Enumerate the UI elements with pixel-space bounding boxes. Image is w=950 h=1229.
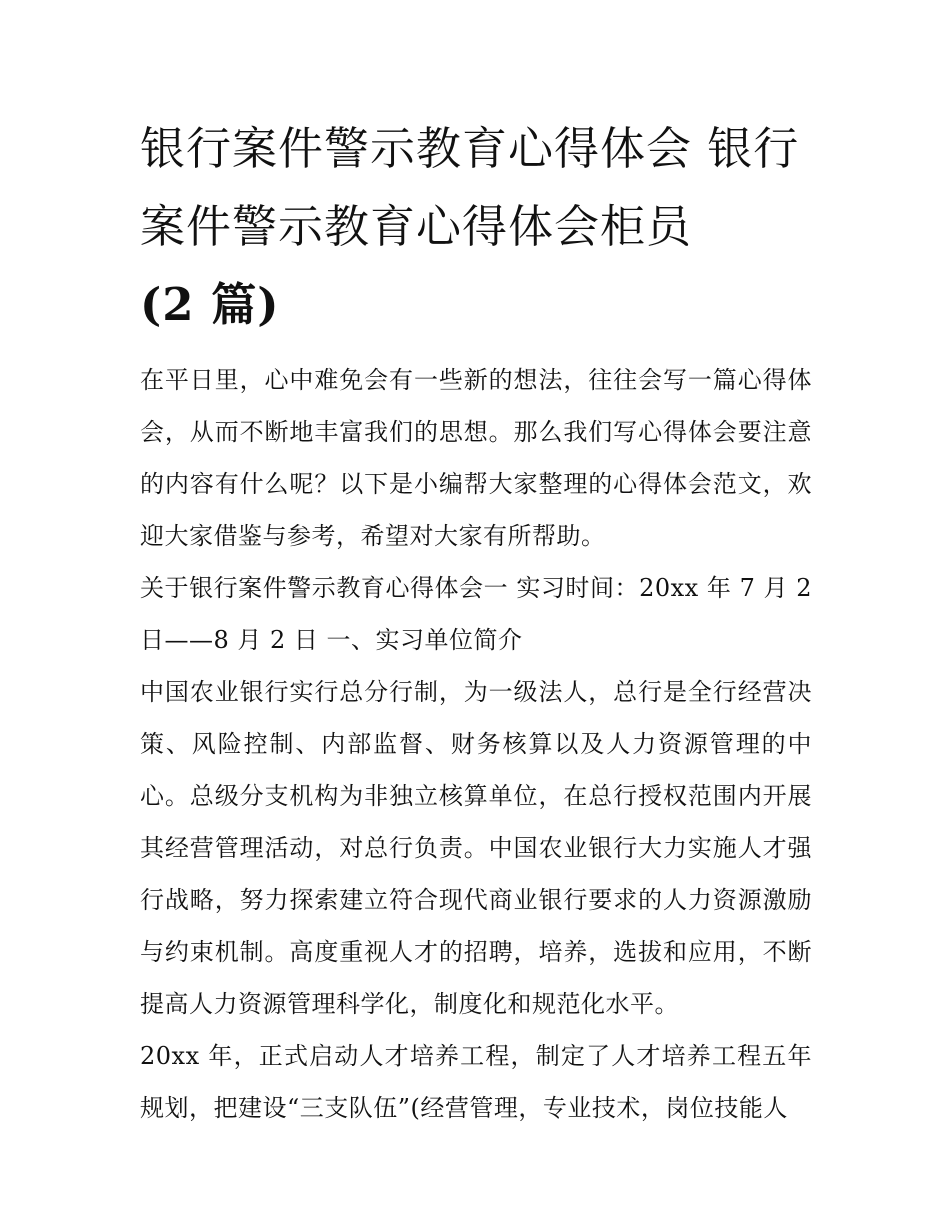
- document-page: [140, 110, 812, 1134]
- paragraph-talent-program: 20xx 年，正式启动人才培养工程，制定了人才培养工程五年规划，把建设“三支队伍”(经营管理，专业技术，岗位技能人: [140, 1042, 812, 1122]
- title-suffix: (2 篇): [140, 278, 280, 331]
- paragraph-bank-profile: 中国农业银行实行总分行制，为一级法人，总行是全行经营决策、风险控制、内部监督、财务核算以及人力资源管理的中心。总级分支机构为非独立核算单位，在总行授权范围内开展其经营管理活动，对总行负责。中国农业银行大力实施人才强行战略，努力探索建立符合现代商业银行要求的人力资源激励与约束机制。高度重视人才的招聘，培养，选拔和应用，不断提高人力资源管理科学化，制度化和规范化水平。: [140, 678, 812, 1018]
- paragraph-internship-heading: 关于银行案件警示教育心得体会一 实习时间：20xx 年 7 月 2 日——8 月 2 日 一、实习单位简介: [140, 574, 812, 654]
- document-title: [140, 110, 812, 344]
- title-main: 银行案件警示教育心得体会 银行案件警示教育心得体会柜员: [140, 122, 800, 253]
- paragraph-intro: 在平日里，心中难免会有一些新的想法，往往会写一篇心得体会，从而不断地丰富我们的思想。那么我们写心得体会要注意的内容有什么呢？以下是小编帮大家整理的心得体会范文，欢迎大家借鉴与参考，希望对大家有所帮助。: [140, 366, 812, 550]
